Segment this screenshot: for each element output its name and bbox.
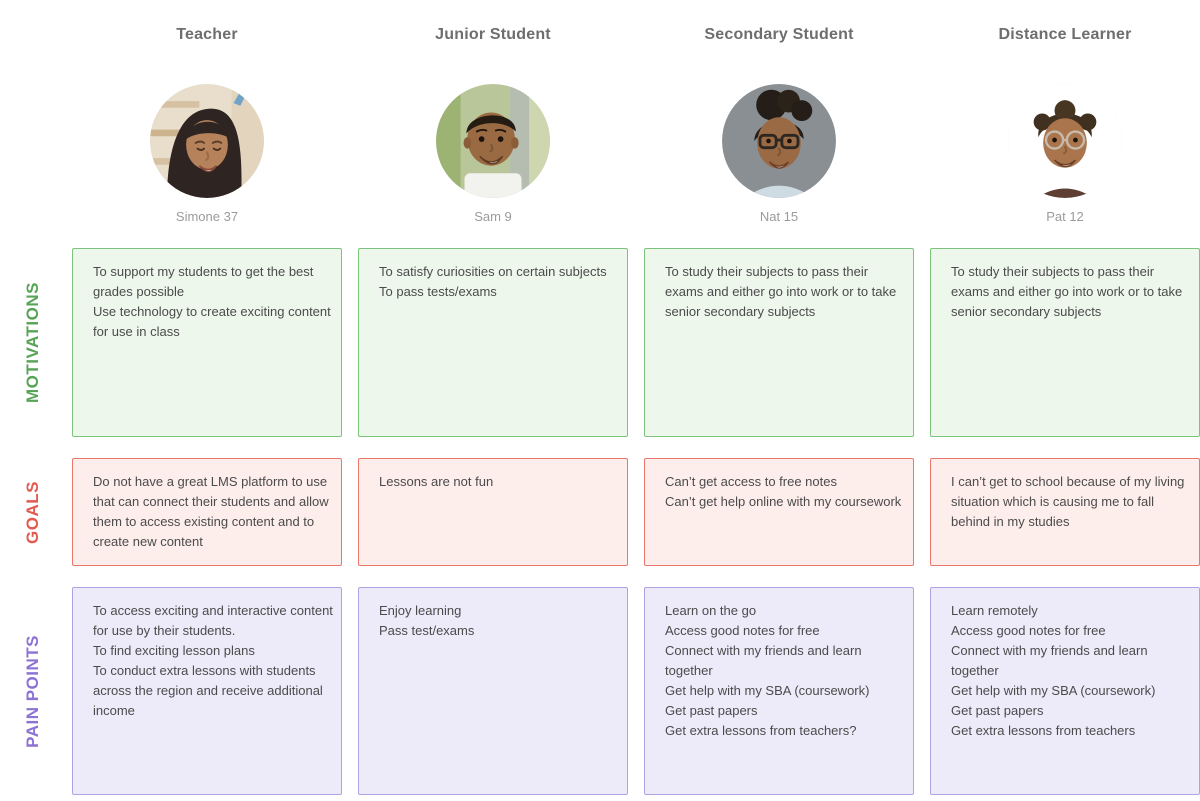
cell-text-line: Connect with my friends and learn together: [665, 643, 862, 678]
cell-text-line: Pass test/exams: [379, 623, 475, 638]
persona-role-title: Junior Student: [435, 26, 551, 43]
avatar-junior-student-photo: [436, 84, 550, 198]
cell-text-line: To pass tests/exams: [379, 284, 497, 299]
cell-junior-student-motivations: [358, 248, 628, 437]
row-label-motivations: [0, 248, 56, 437]
cell-distance-learner-goals: [930, 458, 1200, 566]
cell-text-line: Lessons are not fun: [379, 474, 494, 489]
cell-text-line: Access good notes for free: [951, 623, 1106, 638]
avatar-distance-learner-photo: [1008, 84, 1122, 198]
cell-distance-learner-pain-points: [930, 587, 1200, 795]
cell-text-line: Use technology to create exciting content for use in class: [93, 304, 331, 339]
cell-text-line: Can’t get access to free notes: [665, 474, 837, 489]
persona-name: Sam 9: [474, 209, 512, 224]
cell-text-line: Get extra lessons from teachers: [951, 723, 1136, 738]
persona-name: Nat 15: [759, 209, 799, 224]
cell-teacher-goals: [72, 458, 342, 566]
cell-text-line: To satisfy curiosities on certain subjects: [379, 264, 607, 279]
persona-header-teacher: [72, 0, 342, 227]
cell-teacher-motivations: [72, 248, 342, 437]
avatar-secondary-student-photo: [722, 84, 836, 198]
cell-text-line: Get help with my SBA (coursework): [665, 683, 870, 698]
cell-text-line: Connect with my friends and learn together: [951, 643, 1148, 678]
row-label-goals-text: GOALS: [23, 480, 42, 544]
cell-text-line: To study their subjects to pass their exams and either go into work or to take senior secondary subjects: [951, 264, 1183, 319]
row-label-motivations-text: MOTIVATIONS: [23, 281, 42, 404]
cell-secondary-student-goals: [644, 458, 914, 566]
avatar-distance-learner-illustration: [1008, 84, 1122, 198]
cell-text-line: To conduct extra lessons with students across the region and receive additional income: [93, 663, 323, 718]
persona-role-title: Teacher: [176, 26, 238, 43]
cell-junior-student-goals: [358, 458, 628, 566]
avatar-secondary-student-illustration: [722, 84, 836, 198]
cell-text-line: Enjoy learning: [379, 603, 462, 618]
cell-text-line: I can’t get to school because of my living situation which is causing me to fall behind in my studies: [951, 474, 1185, 529]
row-label-goals: [0, 458, 56, 566]
cell-secondary-student-motivations: [644, 248, 914, 437]
row-label-pain-points: [0, 587, 56, 795]
cell-text-line: To find exciting lesson plans: [93, 643, 255, 658]
persona-header-junior-student: [358, 0, 628, 227]
cell-teacher-pain-points: [72, 587, 342, 795]
cell-distance-learner-motivations: [930, 248, 1200, 437]
cell-text-line: Access good notes for free: [665, 623, 820, 638]
persona-role-title: Distance Learner: [998, 26, 1132, 43]
persona-header-distance-learner: [930, 0, 1200, 227]
cell-secondary-student-pain-points: [644, 587, 914, 795]
avatar-teacher-photo: [150, 84, 264, 198]
cell-text-line: To support my students to get the best grades possible: [93, 264, 314, 299]
cell-text-line: Learn remotely: [951, 603, 1038, 618]
cell-text-line: To study their subjects to pass their exams and either go into work or to take senior secondary subjects: [665, 264, 897, 319]
cell-text-line: Do not have a great LMS platform to use that can connect their students and allow them to access existing content and to create new content: [93, 474, 329, 549]
cell-text-line: Get help with my SBA (coursework): [951, 683, 1156, 698]
avatar-teacher-illustration: [150, 84, 264, 198]
avatar-junior-student-illustration: [436, 84, 550, 198]
cell-text-line: Learn on the go: [665, 603, 757, 618]
cell-text-line: Get past papers: [951, 703, 1044, 718]
persona-header-secondary-student: [644, 0, 914, 227]
row-label-pain-points-text: PAIN POINTS: [23, 634, 42, 748]
persona-role-title: Secondary Student: [704, 26, 854, 43]
persona-name: Simone 37: [175, 209, 239, 224]
cell-text-line: Can’t get help online with my coursework: [665, 494, 902, 509]
cell-text-line: Get past papers: [665, 703, 758, 718]
cell-junior-student-pain-points: [358, 587, 628, 795]
persona-name: Pat 12: [1046, 209, 1084, 224]
cell-text-line: To access exciting and interactive content for use by their students.: [93, 603, 333, 638]
cell-text-line: Get extra lessons from teachers?: [665, 723, 857, 738]
